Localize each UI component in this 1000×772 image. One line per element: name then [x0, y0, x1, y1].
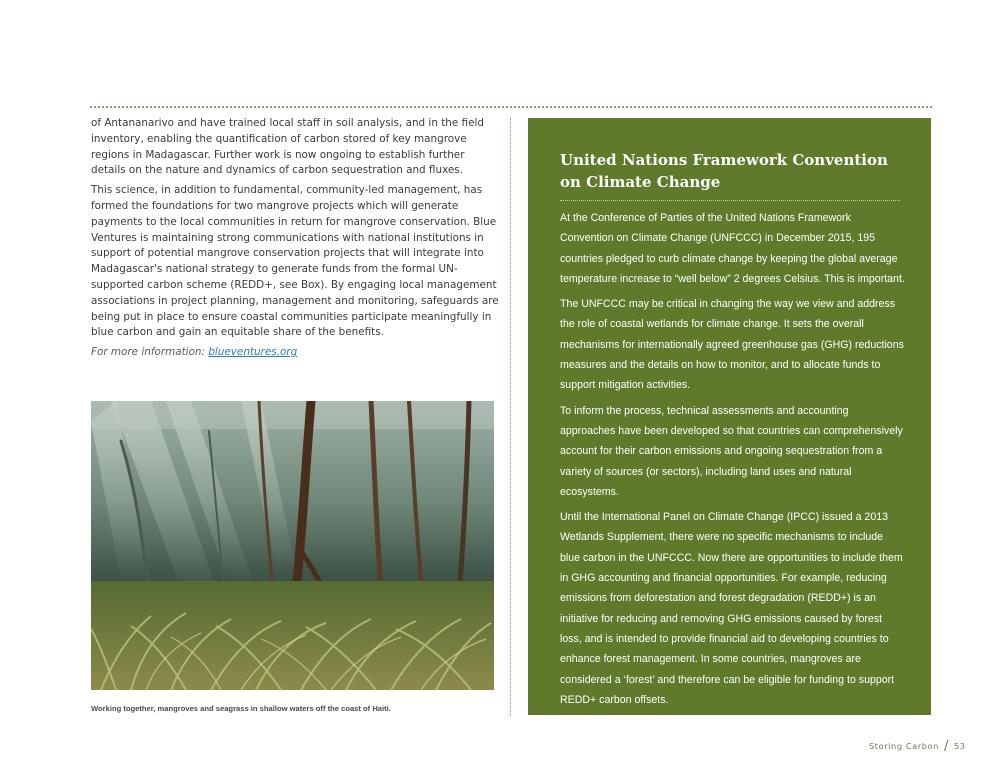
- box-paragraph: At the Conference of Parties of the United Nations Framework Convention on Climate Change (UNFCCC) in December 2015, 195 countries pledged to curb climate change by keeping the global average temperature increase to “well below” 2 degrees Celsius. This is important.: [560, 212, 905, 285]
- body-paragraph: of Antananarivo and have trained local staff in soil analysis, and in the field inventory, enabling the quantification of carbon stored of key mangrove regions in Madagascar. Further work is now ongoing to establish further details on the nature and dynamics of carbon sequestration and fluxes.: [91, 117, 484, 177]
- body-paragraph: This science, in addition to fundamental, community-led management, has formed the foundations for two mangrove projects which will generate payments to the local communities in return for mangrove conservation. Blue Ventures is maintaining strong communications with national institutions in support of potential mangrove conservation projects that will integrate into Madagascar's national strategy to generate funds from the formal UN-supported carbon scheme (REDD+, see Box). By engaging local management associations in project planning, management and monitoring, safeguards are being put in place to ensure coastal communities participate meaningfully in blue carbon and gain an equitable share of the benefits.: [91, 184, 499, 339]
- left-column: [91, 116, 499, 365]
- more-info-line: [91, 345, 499, 361]
- page-footer: [869, 738, 966, 753]
- unfccc-info-box: [528, 118, 931, 715]
- box-dotted-rule: [560, 200, 900, 201]
- footer-separator: /: [943, 739, 949, 754]
- box-paragraph: Until the International Panel on Climate Change (IPCC) issued a 2013 Wetlands Supplement, there were no specific mechanisms to include blue carbon in the UNFCCC. Now there are opportunities to include them in GHG accounting and financial opportunities. For example, reducing emissions from deforestation and forest degradation (REDD+) is an initiative for reducing and removing GHG emissions caused by forest loss, and is intended to provide financial aid to developing countries to enhance forest management. In some countries, mangroves are considered a ‘forest’ and therefore can be eligible for funding to support REDD+ carbon offsets.: [560, 511, 903, 706]
- footer-section-title: Storing Carbon: [869, 741, 939, 751]
- box-paragraph: The UNFCCC may be critical in changing the way we view and address the role of coastal wetlands for climate change. It sets the overall mechanisms for internationally agreed greenhouse gas (GHG) reductions measures and the details on how to monitor, and to allocate funds to support mitigation activities.: [560, 298, 904, 392]
- mangrove-seagrass-photo: [91, 401, 494, 690]
- column-divider: [510, 118, 511, 716]
- box-body: [560, 208, 906, 715]
- box-paragraph: To inform the process, technical assessments and accounting approaches have been developed so that countries can comprehensively account for their carbon emissions and ongoing sequestration from a variety of sources (or sectors), including land uses and natural ecosystems.: [560, 404, 903, 498]
- photo-caption: Working together, mangroves and seagrass in shallow waters off the coast of Haiti.: [91, 704, 391, 713]
- box-title: United Nations Framework Convention on Climate Change: [560, 151, 888, 191]
- more-info-label: For more information:: [91, 346, 209, 359]
- blueventures-link[interactable]: blueventures.org: [208, 346, 298, 359]
- top-dotted-rule: [90, 106, 932, 108]
- page-number: 53: [953, 741, 966, 751]
